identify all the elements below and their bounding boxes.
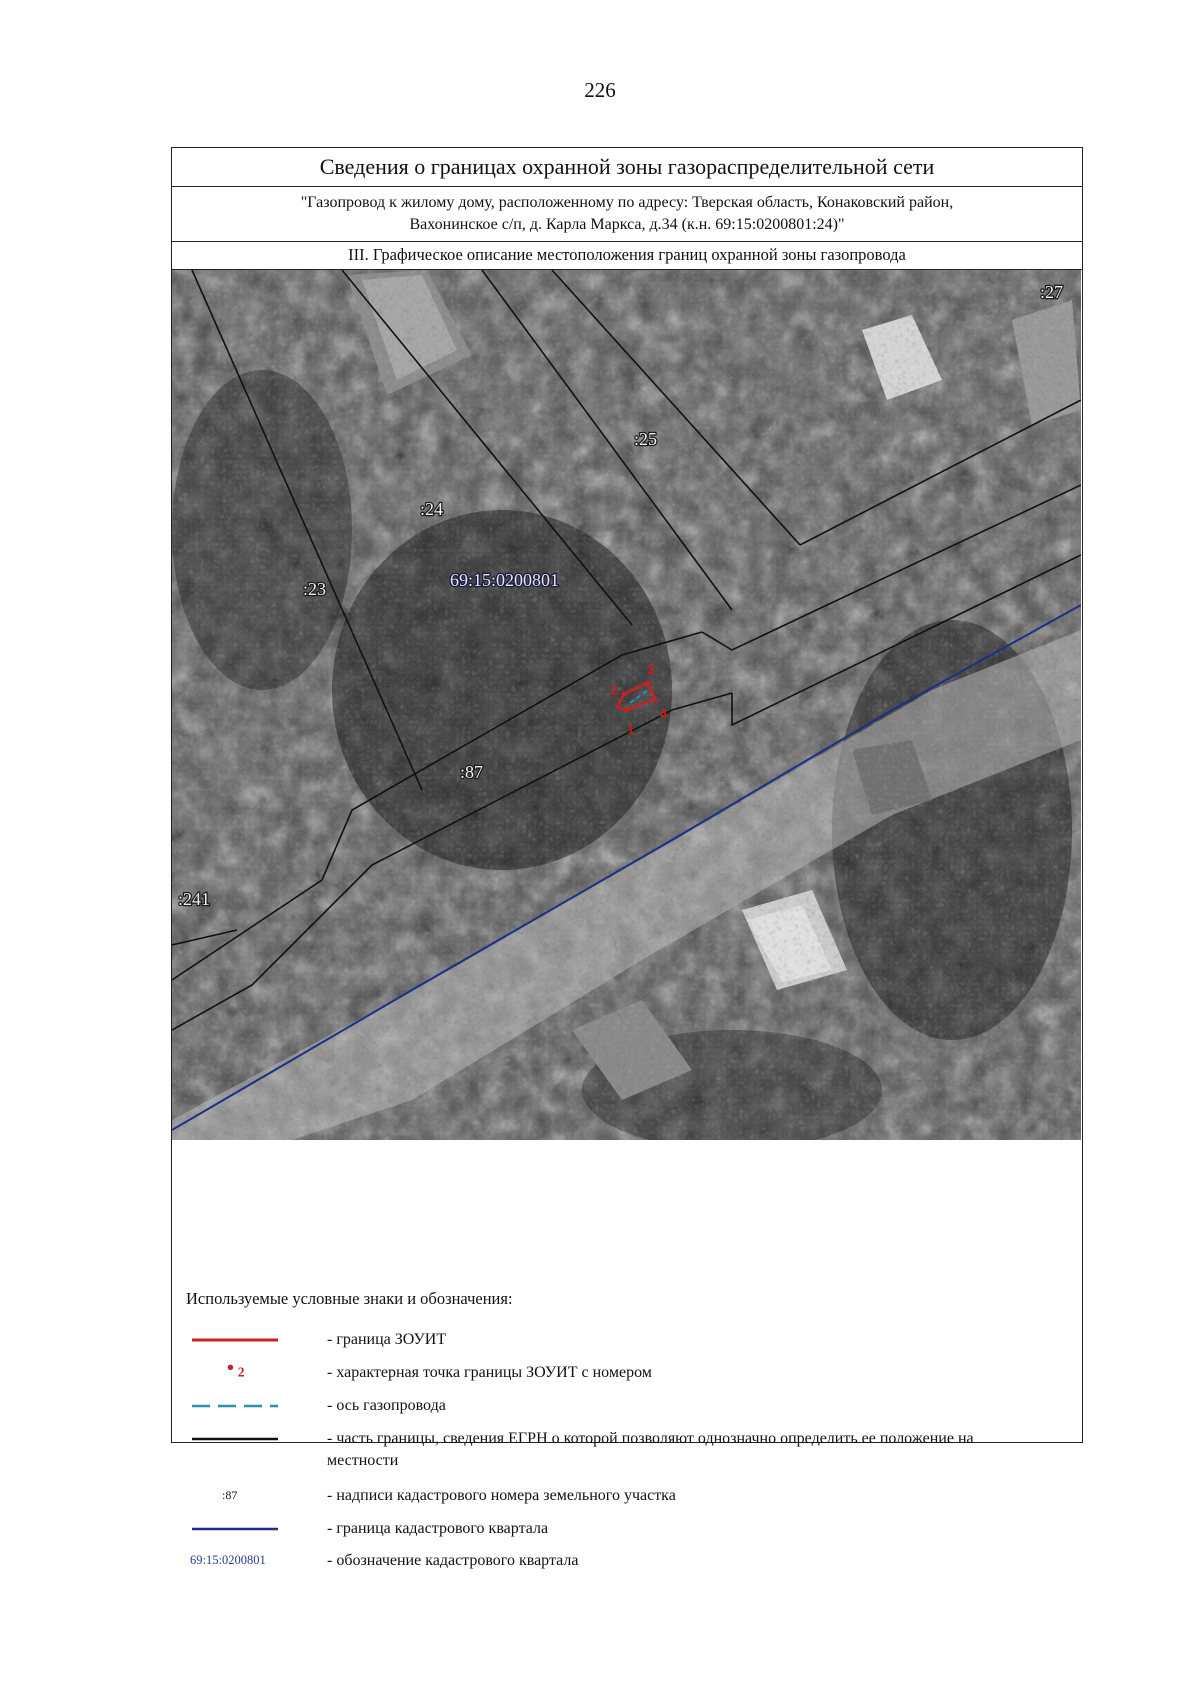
quarter-label: 69:15:0200801 bbox=[450, 570, 560, 590]
subtitle-line-2: Вахонинское с/п, д. Карла Маркса, д.34 (к.н. 69:15:0200801:24)" bbox=[409, 216, 845, 233]
point-label-3: 3 bbox=[647, 662, 655, 677]
legend-text: - обозначение кадастрового квартала bbox=[327, 1552, 579, 1569]
subtitle-line-1: "Газопровод к жилому дому, расположенному по адресу: Тверская область, Конаковский район, bbox=[300, 194, 954, 211]
legend-parcel-label: :87 bbox=[222, 1488, 238, 1502]
dashed-line-icon bbox=[190, 1396, 280, 1416]
parcel-label-25: :25 bbox=[634, 429, 658, 449]
legend-quarter-label: 69:15:0200801 bbox=[190, 1553, 266, 1567]
point-label-2: 2 bbox=[610, 683, 618, 698]
navy-line-icon bbox=[190, 1519, 280, 1539]
legend-text: - ось газопровода bbox=[327, 1397, 446, 1414]
legend-text: - надписи кадастрового номера земельного участка bbox=[327, 1487, 676, 1504]
black-line-icon bbox=[190, 1429, 280, 1449]
red-line-icon bbox=[190, 1330, 280, 1350]
red-point-icon bbox=[190, 1361, 280, 1381]
section-heading: III. Графическое описание местоположения границ охранной зоны газопровода bbox=[172, 242, 1082, 270]
map-canvas bbox=[172, 270, 1081, 1140]
document-subtitle bbox=[172, 187, 1082, 242]
document-title: Сведения о границах охранной зоны газораспределительной сети bbox=[172, 148, 1082, 187]
aerial-imagery bbox=[172, 270, 1081, 1140]
parcel-label-241: :241 bbox=[178, 889, 211, 909]
document-frame bbox=[171, 147, 1083, 1569]
legend-text: - граница кадастрового квартала bbox=[327, 1520, 549, 1537]
page-number: 226 bbox=[584, 78, 616, 102]
parcel-label-27: :27 bbox=[1040, 282, 1064, 302]
legend-text: - граница ЗОУИТ bbox=[327, 1331, 447, 1348]
parcel-label-24: :24 bbox=[420, 499, 444, 519]
point-label-4: 4 bbox=[660, 706, 668, 721]
parcel-label-87: :87 bbox=[460, 762, 484, 782]
legend-point-number: 2 bbox=[237, 1364, 245, 1380]
legend-text: - часть границы, сведения ЕГРН о которой позволяют однозначно определить ее положение на местности bbox=[327, 1430, 974, 1469]
point-label-1: 1 bbox=[627, 722, 635, 737]
legend-title: Используемые условные знаки и обозначения: bbox=[186, 1289, 513, 1308]
aerial-map[interactable] bbox=[172, 270, 1081, 1140]
parcel-label-23: :23 bbox=[303, 579, 327, 599]
legend-text: - характерная точка границы ЗОУИТ с номером bbox=[327, 1364, 652, 1381]
